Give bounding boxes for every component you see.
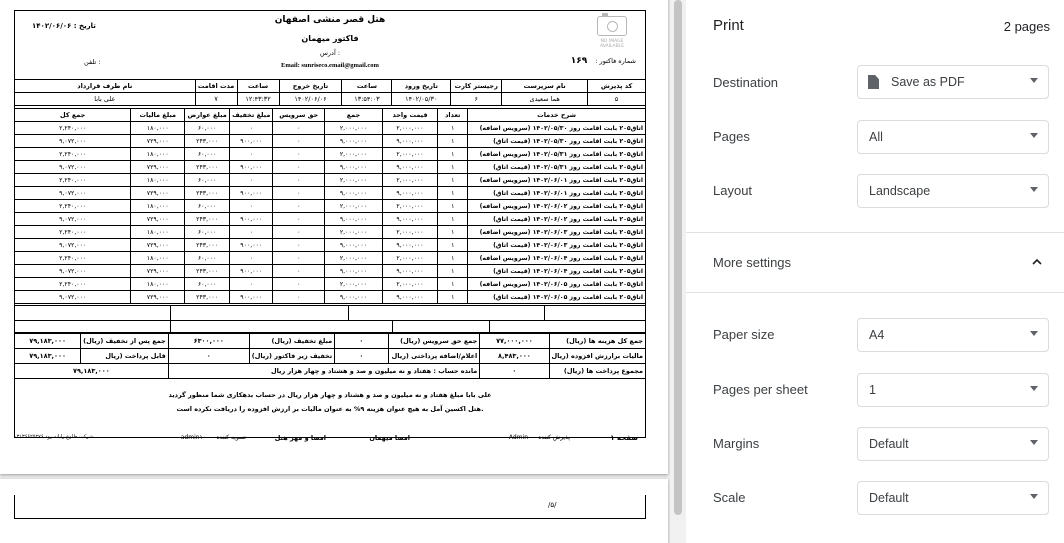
table-row [15, 252, 646, 265]
info-header-cell: کد پذیرش [588, 80, 646, 93]
table-cell: ۲,۰۰۰,۰۰۰ [382, 252, 438, 265]
table-row [15, 174, 646, 187]
table-cell: ۲,۰۰۰,۰۰۰ [325, 174, 383, 187]
info-header-cell: نام سرپرست [502, 80, 588, 93]
summary-spacer [14, 305, 646, 333]
table-cell: ۲,۰۰۰,۰۰۰ [382, 148, 438, 161]
table-cell: ۷۲۹,۰۰۰ [131, 239, 185, 252]
table-cell: ۰ [230, 122, 273, 135]
table-cell: ۰ [230, 200, 273, 213]
services-header-cell: شرح خدمات [468, 109, 646, 122]
info-header-cell: ساعت [342, 80, 392, 93]
table-row [15, 265, 646, 278]
table-cell: ۷۲۹,۰۰۰ [131, 291, 185, 304]
table-cell: ۹,۰۷۲,۰۰۰ [15, 161, 131, 174]
services-header [15, 109, 646, 122]
preview-page-2 [0, 479, 668, 543]
reception-label: پذیرش کننده [538, 434, 570, 441]
table-cell: ۹۰۰,۰۰۰ [230, 187, 273, 200]
table-cell: ۰ [273, 135, 325, 148]
table-cell: اتاق۲۰۵ بابت اقامت روز ۱۴۰۲/۰۵/۳۱ (سرویس اضافه) [468, 148, 646, 161]
invoice-title: فاکتور میهمان [301, 34, 359, 43]
table-cell: ۱ [438, 174, 468, 187]
info-header-cell: تاریخ ورود [392, 80, 451, 93]
pages-per-sheet-label: Pages per sheet [713, 382, 808, 397]
table-cell: ۰ [273, 187, 325, 200]
services-header-cell: مبلغ مالیات [131, 109, 185, 122]
info-value-cell: علی بابا [15, 93, 196, 106]
table-cell: ۱ [438, 122, 468, 135]
totals-table [14, 333, 646, 379]
chevron-down-icon [1030, 440, 1038, 445]
more-settings-toggle[interactable]: More settings [713, 255, 792, 270]
preview-scrollbar[interactable] [670, 0, 686, 543]
pages-label: Pages [713, 129, 750, 144]
table-row [15, 135, 646, 148]
table-cell: ۶۰,۰۰۰ [185, 200, 230, 213]
settler-user: admin۱۰ [180, 434, 206, 441]
layout-label: Layout [713, 183, 753, 198]
table-cell: ۱ [438, 200, 468, 213]
software-company: شرکت طلوع رایانه رود ۰۳۱۳۶۶۲۵۲۷۶ [14, 434, 94, 440]
info-value-cell: هما سعیدی [502, 93, 588, 106]
table-cell: ۱ [438, 213, 468, 226]
info-header-cell: تاریخ خروج [279, 80, 342, 93]
totals-row-3: مجموع پرداخت ها (ریال) ۰ مانده حساب : هفتاد و نه میلیون و صد و هشتاد و چهار هزار ریال ۷۹,۱۸۳,۰۰۰ [15, 364, 646, 379]
table-row [15, 226, 646, 239]
table-cell: ۹,۰۰۰,۰۰۰ [382, 291, 438, 304]
table-cell: ۲,۰۰۰,۰۰۰ [325, 252, 383, 265]
pages-select[interactable]: All [857, 120, 1049, 154]
table-cell: ۹,۰۰۰,۰۰۰ [325, 265, 383, 278]
table-cell: ۰ [273, 174, 325, 187]
table-cell: ۷۲۹,۰۰۰ [131, 161, 185, 174]
table-cell: ۲۴۳,۰۰۰ [185, 161, 230, 174]
scale-select[interactable]: Default [857, 481, 1049, 515]
table-cell: ۲,۲۴۰,۰۰۰ [15, 200, 131, 213]
vat-note: .هتل اکسین آمل به هیچ عنوان هزینه ۹% به عنوان مالیات بر ارزش افزوده را دریافت نکرده است [176, 405, 484, 413]
phone-label: : تلفن [84, 58, 101, 66]
table-cell: ۲,۰۰۰,۰۰۰ [382, 278, 438, 291]
table-cell: ۰ [273, 213, 325, 226]
destination-label: Destination [713, 75, 779, 90]
services-header-cell: جمع کل [15, 109, 131, 122]
table-cell: ۱۸۰,۰۰۰ [131, 252, 185, 265]
table-cell: اتاق۲۰۵ بابت اقامت روز ۱۴۰۲/۰۶/۰۲ (سرویس اضافه) [468, 200, 646, 213]
info-header-cell: نام طرف قرارداد [15, 80, 196, 93]
table-cell: ۲۴۳,۰۰۰ [185, 291, 230, 304]
table-cell: ۲,۰۰۰,۰۰۰ [382, 226, 438, 239]
chevron-down-icon [1030, 133, 1038, 138]
table-cell: ۹,۰۰۰,۰۰۰ [325, 187, 383, 200]
table-cell: ۲,۲۴۰,۰۰۰ [15, 226, 131, 239]
table-cell: ۱ [438, 226, 468, 239]
table-cell: ۹,۰۷۲,۰۰۰ [15, 187, 131, 200]
table-cell: ۲,۰۰۰,۰۰۰ [325, 200, 383, 213]
services-header-cell: جمع [325, 109, 383, 122]
table-cell: ۹,۰۰۰,۰۰۰ [325, 135, 383, 148]
info-header-cell: رجیستر کارت [451, 80, 502, 93]
table-cell: ۱ [438, 252, 468, 265]
guest-signature-label: امضا میهمان [369, 434, 410, 442]
table-cell: ۹,۰۷۲,۰۰۰ [15, 239, 131, 252]
table-cell: اتاق۲۰۵ بابت اقامت روز ۱۴۰۲/۰۶/۰۵ (قیمت اتاق) [468, 291, 646, 304]
file-icon [868, 75, 879, 89]
table-cell: ۹,۰۰۰,۰۰۰ [382, 265, 438, 278]
table-cell: ۹,۰۷۲,۰۰۰ [15, 265, 131, 278]
services-header-cell: تعداد [438, 109, 468, 122]
table-cell: ۹,۰۰۰,۰۰۰ [325, 239, 383, 252]
guest-info-values [15, 93, 646, 106]
table-cell: ۹,۰۰۰,۰۰۰ [382, 161, 438, 174]
invoice-footer [14, 434, 646, 446]
table-row [15, 187, 646, 200]
chevron-down-icon [1030, 331, 1038, 336]
table-cell: ۰ [273, 278, 325, 291]
table-cell: ۷۲۹,۰۰۰ [131, 135, 185, 148]
scroll-thumb[interactable] [674, 0, 682, 515]
table-cell: ۰ [273, 291, 325, 304]
table-cell: ۱۸۰,۰۰۰ [131, 122, 185, 135]
table-cell: ۱ [438, 278, 468, 291]
invoice-number: شماره فاکتور : ۱۶۹ [570, 56, 636, 66]
table-cell: ۱۸۰,۰۰۰ [131, 200, 185, 213]
chevron-up-icon[interactable] [1032, 257, 1042, 267]
table-cell: ۲۴۳,۰۰۰ [185, 213, 230, 226]
table-row [15, 291, 646, 304]
info-value-cell: ۱۴۰۲/۰۶/۰۶ [279, 93, 342, 106]
print-title: Print [713, 17, 744, 34]
table-cell: ۱۸۰,۰۰۰ [131, 148, 185, 161]
table-cell: اتاق۲۰۵ بابت اقامت روز ۱۴۰۲/۰۶/۰۴ (قیمت اتاق) [468, 265, 646, 278]
layout-select[interactable]: Landscape [857, 174, 1049, 208]
services-header-cell: قیمت واحد [382, 109, 438, 122]
table-cell: ۱۸۰,۰۰۰ [131, 226, 185, 239]
table-cell: ۱ [438, 187, 468, 200]
hotel-name: هتل قصر منشی اصفهان [274, 15, 386, 25]
table-cell: اتاق۲۰۵ بابت اقامت روز ۱۴۰۲/۰۶/۰۴ (سرویس اضافه) [468, 252, 646, 265]
table-cell: ۰ [273, 161, 325, 174]
margins-label: Margins [713, 436, 760, 451]
guest-info-header [15, 80, 646, 93]
pages-per-sheet-select[interactable]: 1 [857, 373, 1049, 407]
paper-size-select[interactable]: A4 [857, 318, 1049, 352]
destination-select[interactable]: Save as PDF [857, 65, 1049, 99]
table-cell: ۰ [230, 148, 273, 161]
info-value-cell: ۱۳:۵۴:۰۳ [342, 93, 392, 106]
table-cell: ۲,۲۴۰,۰۰۰ [15, 148, 131, 161]
table-cell: ۶۰,۰۰۰ [185, 174, 230, 187]
table-cell: اتاق۲۰۵ بابت اقامت روز ۱۴۰۲/۰۶/۰۱ (قیمت اتاق) [468, 187, 646, 200]
page-count: 2 pages [1003, 19, 1050, 34]
services-header-cell: مبلغ عوارض [185, 109, 230, 122]
amount-in-words: علی بابا مبلغ هفتاد و نه میلیون و صد و هشتاد و چهار هزار ریال در حساب بدهکاری شما منظور گردید [168, 391, 492, 399]
table-cell: ۹,۰۰۰,۰۰۰ [325, 161, 383, 174]
info-value-cell: ۷ [195, 93, 237, 106]
table-cell: اتاق۲۰۵ بابت اقامت روز ۱۴۰۲/۰۶/۰۱ (سرویس اضافه) [468, 174, 646, 187]
chevron-down-icon [1030, 78, 1038, 83]
table-row [15, 278, 646, 291]
table-row [15, 239, 646, 252]
table-cell: ۹,۰۰۰,۰۰۰ [382, 187, 438, 200]
table-row [15, 213, 646, 226]
table-row [15, 161, 646, 174]
table-cell: ۱ [438, 265, 468, 278]
totals-row-1: جمع کل هزینه ها (ریال) ۷۷,۰۰۰,۰۰۰ جمع حق سرویس (ریال) ۰ مبلغ تخفیف (ریال) ۶۳۰۰,۰۰۰ جمع پس از تخفیف (ریال) ۷۹,۱۸۳,۰۰۰ [15, 334, 646, 349]
table-cell: اتاق۲۰۵ بابت اقامت روز ۱۴۰۲/۰۵/۳۰ (قیمت اتاق) [468, 135, 646, 148]
info-value-cell: ۱۴۰۲/۰۵/۳۰ [392, 93, 451, 106]
table-cell: ۷۲۹,۰۰۰ [131, 213, 185, 226]
table-cell: ۰ [230, 226, 273, 239]
table-cell: ۰ [230, 252, 273, 265]
guest-info-table [14, 79, 646, 106]
table-cell: ۲,۰۰۰,۰۰۰ [382, 122, 438, 135]
table-cell: ۶۰,۰۰۰ [185, 252, 230, 265]
table-cell: ۲,۰۰۰,۰۰۰ [382, 174, 438, 187]
table-cell: ۱ [438, 161, 468, 174]
settler-label: تسویه کننده [216, 434, 246, 441]
table-cell: ۰ [230, 174, 273, 187]
table-cell: ۹,۰۰۰,۰۰۰ [382, 213, 438, 226]
table-cell: ۲,۰۰۰,۰۰۰ [325, 226, 383, 239]
table-cell: ۲۴۳,۰۰۰ [185, 265, 230, 278]
table-cell: ۶۰,۰۰۰ [185, 226, 230, 239]
divider [686, 292, 1064, 293]
services-header-cell: مبلغ تخفیف [230, 109, 273, 122]
table-cell: ۱۸۰,۰۰۰ [131, 174, 185, 187]
table-cell: ۹۰۰,۰۰۰ [230, 135, 273, 148]
table-cell: ۰ [273, 252, 325, 265]
table-cell: ۰ [273, 226, 325, 239]
table-cell: اتاق۲۰۵ بابت اقامت روز ۱۴۰۲/۰۶/۰۳ (سرویس اضافه) [468, 226, 646, 239]
address-label: : آدرس [319, 49, 341, 57]
info-value-cell: ۱۲:۴۳:۳۲ [237, 93, 279, 106]
table-cell: اتاق۲۰۵ بابت اقامت روز ۱۴۰۲/۰۶/۰۵ (سرویس اضافه) [468, 278, 646, 291]
table-cell: ۲,۰۰۰,۰۰۰ [382, 200, 438, 213]
margins-select[interactable]: Default [857, 427, 1049, 461]
table-cell: ۲۴۳,۰۰۰ [185, 239, 230, 252]
table-cell: ۲۴۳,۰۰۰ [185, 187, 230, 200]
table-cell: ۹,۰۰۰,۰۰۰ [382, 135, 438, 148]
table-row [15, 148, 646, 161]
table-cell: ۹۰۰,۰۰۰ [230, 161, 273, 174]
table-cell: ۹۰۰,۰۰۰ [230, 265, 273, 278]
services-header-cell: حق سرویس [273, 109, 325, 122]
chevron-down-icon [1030, 187, 1038, 192]
table-cell: ۱ [438, 239, 468, 252]
info-header-cell: مدت اقامت [195, 80, 237, 93]
table-cell: اتاق۲۰۵ بابت اقامت روز ۱۴۰۲/۰۵/۳۰ (سرویس اضافه) [468, 122, 646, 135]
table-cell: ۲۴۳,۰۰۰ [185, 135, 230, 148]
table-cell: ۲,۰۰۰,۰۰۰ [325, 122, 383, 135]
table-cell: ۰ [230, 278, 273, 291]
table-cell: اتاق۲۰۵ بابت اقامت روز ۱۴۰۲/۰۵/۳۱ (قیمت اتاق) [468, 161, 646, 174]
hotel-signature-label: امضا و مهر هتل [274, 434, 326, 442]
table-cell: ۲,۲۴۰,۰۰۰ [15, 278, 131, 291]
table-cell: ۱ [438, 148, 468, 161]
table-cell: ۶۰,۰۰۰ [185, 278, 230, 291]
table-cell: ۹,۰۰۰,۰۰۰ [325, 291, 383, 304]
page-number: صفحه ۱ [610, 434, 638, 442]
totals-row-2: مالیات برارزش افزوده (ریال ۸,۴۸۳,۰۰۰ اعلام/اضافه پرداختی (ریال ۰ تخفیف زیر فاکتور (ریال) ۰ قابل پرداخت (ریال ۷۹,۱۸۳,۰۰۰ [15, 349, 646, 364]
print-settings-panel [686, 0, 1064, 543]
table-cell: ۱ [438, 291, 468, 304]
table-cell: ۶۰,۰۰۰ [185, 148, 230, 161]
table-cell: ۹,۰۷۲,۰۰۰ [15, 213, 131, 226]
table-cell: ۲,۰۰۰,۰۰۰ [325, 278, 383, 291]
table-cell: ۰ [273, 148, 325, 161]
info-value-cell: ۶ [451, 93, 502, 106]
services-table [14, 108, 646, 304]
table-cell: ۰ [273, 200, 325, 213]
paper-size-label: Paper size [713, 327, 775, 342]
table-cell: ۹,۰۷۲,۰۰۰ [15, 135, 131, 148]
table-cell: ۹۰۰,۰۰۰ [230, 239, 273, 252]
table-cell: ۰ [273, 122, 325, 135]
table-cell: ۲,۲۴۰,۰۰۰ [15, 122, 131, 135]
table-cell: ۱۸۰,۰۰۰ [131, 278, 185, 291]
table-cell: اتاق۲۰۵ بابت اقامت روز ۱۴۰۲/۰۶/۰۳ (قیمت اتاق) [468, 239, 646, 252]
table-row [15, 200, 646, 213]
table-cell: ۰ [273, 265, 325, 278]
info-value-cell: ۵ [588, 93, 646, 106]
invoice-date: تاریخ : ۱۴۰۲/۰۶/۰۶ [32, 22, 96, 30]
table-cell: ۰ [273, 239, 325, 252]
info-header-cell: ساعت [237, 80, 279, 93]
table-cell: ۲,۰۰۰,۰۰۰ [325, 148, 383, 161]
table-cell: ۹,۰۰۰,۰۰۰ [325, 213, 383, 226]
table-cell: ۹,۰۰۰,۰۰۰ [382, 239, 438, 252]
table-cell: ۲,۲۴۰,۰۰۰ [15, 252, 131, 265]
table-cell: ۷۲۹,۰۰۰ [131, 265, 185, 278]
table-cell: ۹۰۰,۰۰۰ [230, 291, 273, 304]
chevron-down-icon [1030, 494, 1038, 499]
chevron-down-icon [1030, 386, 1038, 391]
divider [686, 232, 1064, 233]
table-cell: ۶۰,۰۰۰ [185, 122, 230, 135]
table-cell: ۲,۲۴۰,۰۰۰ [15, 174, 131, 187]
table-cell: ۷۲۹,۰۰۰ [131, 187, 185, 200]
hotel-email: Email: sunriseco.email@gmail.com [281, 62, 379, 69]
no-image-text: NO IMAGE AVAILABLE [599, 39, 625, 49]
table-cell: اتاق۲۰۵ بابت اقامت روز ۱۴۰۲/۰۶/۰۲ (قیمت اتاق) [468, 213, 646, 226]
scale-label: Scale [713, 490, 746, 505]
table-cell: ۹,۰۷۲,۰۰۰ [15, 291, 131, 304]
page2-number: /۵/ [548, 501, 557, 509]
reception-user: Admin [508, 434, 528, 441]
table-row [15, 122, 646, 135]
table-cell: ۱ [438, 135, 468, 148]
table-cell: ۹۰۰,۰۰۰ [230, 213, 273, 226]
